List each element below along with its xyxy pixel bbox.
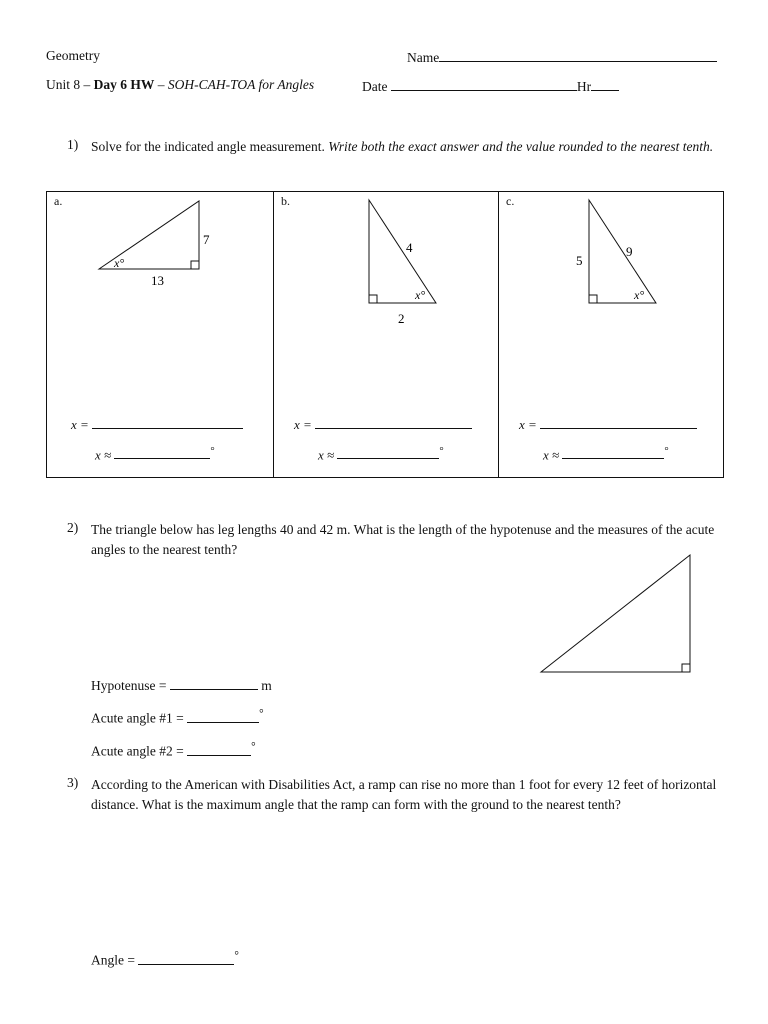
acute-angle-2-answer[interactable] [91,741,256,760]
q2-number: 2) [67,520,79,535]
exact-label-c: x = [519,417,537,432]
approx-blank-b[interactable] [337,445,439,459]
part-c-label: c. [506,194,515,208]
exact-blank-b[interactable] [315,415,472,429]
answer-a-exact[interactable] [71,415,243,433]
exact-label-b: x = [294,417,312,432]
angle2-label: Acute angle #2 = [91,743,184,759]
triangle-a [47,192,273,302]
approx-label-c: x ≈ [543,447,560,463]
answer-c-approx[interactable] [543,445,669,463]
unit-prefix: Unit 8 – [46,77,94,92]
degree-b: ° [439,445,444,457]
name-field[interactable] [407,48,717,66]
ramp-angle-blank[interactable] [138,951,234,965]
q2-triangle-shape [541,555,690,672]
date-label: Date [362,79,388,94]
exact-blank-c[interactable] [540,415,697,429]
part-a-label: a. [54,194,63,208]
right-angle-marker-c [589,295,597,303]
q2-text: The triangle below has leg lengths 40 and 42 m. What is the length of the hypotenuse and the measures of the acute angles to the nearest tenth? [91,522,715,557]
topic-label: SOH-CAH-TOA for Angles [167,77,315,92]
q2-right-angle-marker [682,664,690,672]
approx-label-a: x ≈ [95,447,112,463]
title-dash: – [154,77,168,92]
angle1-blank[interactable] [187,709,259,723]
right-angle-marker-a [191,261,199,269]
q3-number: 3) [67,775,79,790]
ramp-angle-label: Angle = [91,952,135,968]
hr-blank[interactable] [591,77,619,91]
angle1-label: Acute angle #1 = [91,710,184,726]
triangle-b [274,192,499,332]
triangle-c [499,192,724,312]
q3-text: According to the American with Disabilities Act, a ramp can rise no more than 1 foot for every 12 feet of horizontal distance. What is the maximum angle that the ramp can form with the ground to the nearest tenth? [91,777,717,812]
hr-label: Hr [576,79,592,94]
side-b-4: 4 [406,240,413,255]
triangle-c-shape [589,200,656,303]
angle-c-x: x° [634,288,645,302]
q1-boxes [46,191,724,478]
q1-number: 1) [67,137,79,152]
q1-part-b [273,192,499,477]
approx-blank-a[interactable] [114,445,210,459]
q1-instruction-italic: Write both the exact answer and the value rounded to the nearest tenth. [328,139,714,154]
course-title: Geometry [46,48,100,63]
exact-label-a: x = [71,417,89,432]
ramp-angle-degree: ° [234,950,239,962]
hyp-unit: m [261,678,272,693]
hyp-label: Hypotenuse = [91,678,167,693]
answer-b-exact[interactable] [294,415,472,433]
unit-title [46,77,314,93]
angle1-degree: ° [259,708,264,720]
side-c-9: 9 [626,244,633,259]
ramp-angle-answer[interactable] [91,950,239,969]
triangle-b-shape [369,200,436,303]
side-a-13: 13 [151,273,164,288]
name-label: Name [407,50,440,65]
day-label: Day 6 HW [93,77,155,92]
q2-triangle [535,550,705,680]
side-a-7: 7 [203,232,210,247]
hypotenuse-answer[interactable] [91,676,272,694]
approx-blank-c[interactable] [562,445,664,459]
q1-instruction: Solve for the indicated angle measurement. [91,139,329,154]
degree-c: ° [664,445,669,457]
exact-blank-a[interactable] [92,415,243,429]
angle-a-x: x° [114,256,125,270]
answer-b-approx[interactable] [318,445,444,463]
angle2-degree: ° [251,741,256,753]
degree-a: ° [210,445,215,457]
date-field[interactable] [362,77,619,95]
approx-label-b: x ≈ [318,447,335,463]
acute-angle-1-answer[interactable] [91,708,264,727]
q1-part-a [47,192,273,477]
answer-c-exact[interactable] [519,415,697,433]
side-c-5: 5 [576,253,583,268]
name-blank[interactable] [439,48,717,62]
part-b-label: b. [281,194,290,208]
answer-a-approx[interactable] [95,445,215,463]
q1-part-c [498,192,724,477]
hyp-blank[interactable] [170,676,258,690]
right-angle-marker-b [369,295,377,303]
angle2-blank[interactable] [187,742,251,756]
q1-text [91,137,731,157]
date-blank[interactable] [391,77,577,91]
side-b-2: 2 [398,311,405,326]
angle-b-x: x° [415,288,426,302]
